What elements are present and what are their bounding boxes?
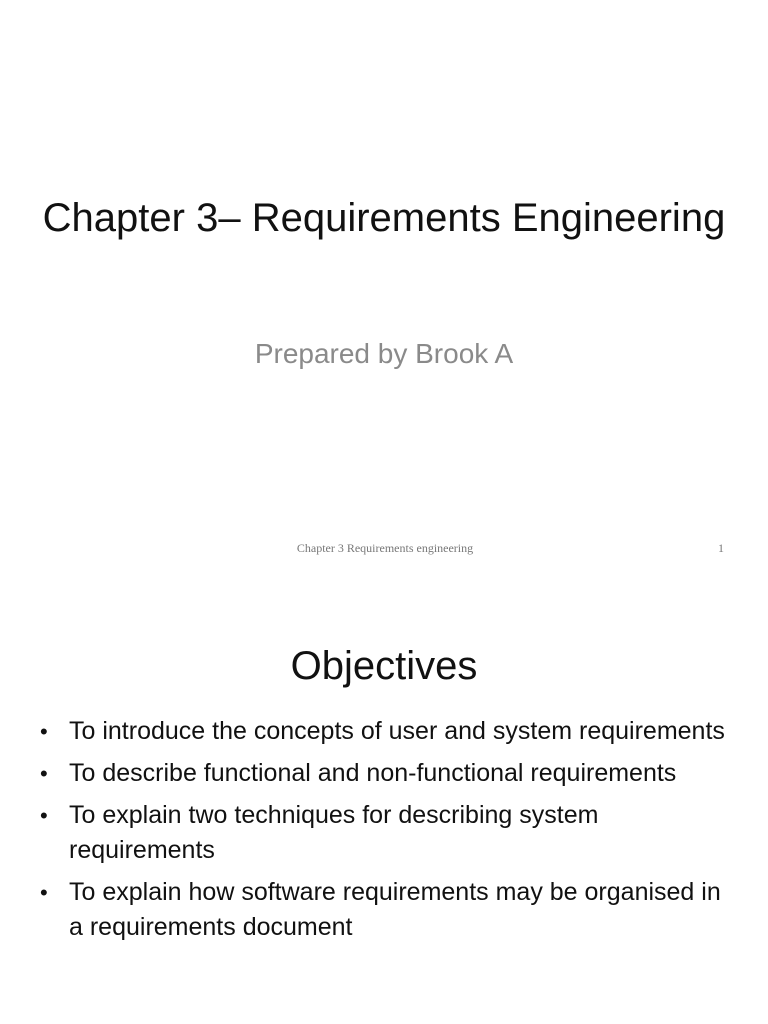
bullet-list xyxy=(40,714,730,952)
page-number: 1 xyxy=(718,541,724,555)
bullet-text: To explain two techniques for describing system requirements xyxy=(69,801,599,864)
slide-footer: Chapter 3 Requirements engineering xyxy=(296,541,474,555)
bullet-text: To introduce the concepts of user and system requirements xyxy=(69,717,725,745)
bullet-item xyxy=(40,714,730,749)
bullet-icon: • xyxy=(40,761,48,786)
slide-2 xyxy=(0,576,768,1024)
slide-subtitle: Prepared by Brook A xyxy=(254,338,514,369)
bullet-text: To describe functional and non-functional requirements xyxy=(69,759,677,787)
bullet-icon: • xyxy=(40,719,48,744)
slide-title: Chapter 3– Requirements Engineering xyxy=(42,196,726,240)
bullet-item xyxy=(40,875,730,945)
bullet-item xyxy=(40,756,730,791)
bullet-icon: • xyxy=(40,803,48,828)
bullet-icon: • xyxy=(40,880,48,905)
bullet-item xyxy=(40,798,730,868)
bullet-text: To explain how software requirements may be organised in a requirements document xyxy=(69,878,721,941)
slide-title: Objectives xyxy=(290,644,478,688)
